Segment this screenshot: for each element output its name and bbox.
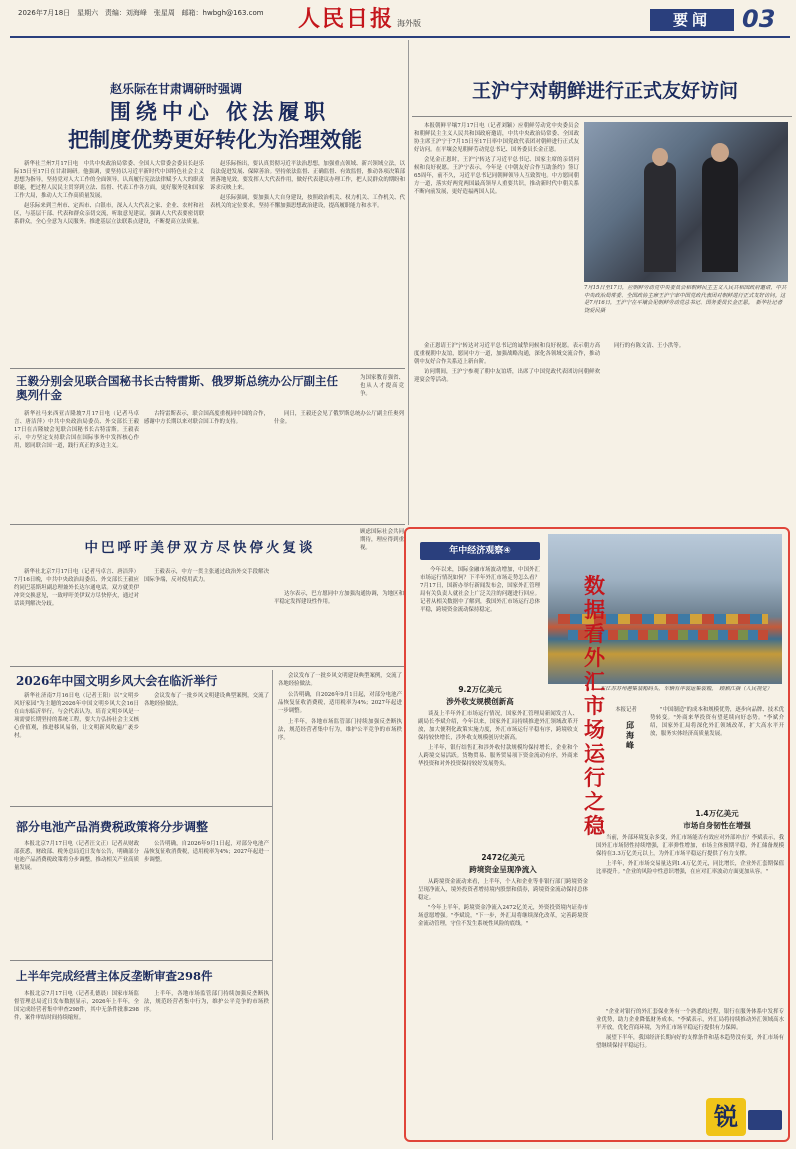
a2-body-bottom-left bbox=[414, 342, 600, 522]
a2-para: 金正恩请王沪宁转达对习近平总书记的诚挚问候和良好祝愿。表示朝方高度重视朝中友谊，愿同中方一道，加强战略沟通，深化各领域交流合作，推动朝中友好合作关系迈上新台阶。 bbox=[414, 343, 600, 365]
section-label: 要闻 bbox=[650, 9, 734, 31]
a6-col1 bbox=[14, 840, 139, 952]
feature-col-b-bottom bbox=[596, 1008, 784, 1098]
feature-para: "企业对银行的外汇套保业务有一个熟悉的过程，银行在服务体系中发挥专业优势，助力企业降低财务成本。"李斌表示，外汇局将持续推动外汇领域高水平开放，优化营商环境，为外汇市场平稳运行提供有力保障。 bbox=[596, 1009, 784, 1031]
head bbox=[711, 143, 729, 162]
a2-body-bottom-right bbox=[604, 342, 790, 522]
a1-body-left bbox=[14, 160, 204, 365]
person-left-silhouette bbox=[644, 162, 676, 272]
a7-para-cont: 上半年，各地市场监管部门持续加强反垄断执法，规范经营者集中行为，维护公平竞争的市场秩序。 bbox=[278, 719, 402, 741]
feature-col-b-top bbox=[650, 706, 784, 806]
feature-para: 上半年，银行结售汇和涉外收付款规模均保持增长，企业和个人跨境交易活跃。货物贸易、服务贸易项下资金流动有序，外商来华投资和对外投资保持较好发展势头。 bbox=[418, 745, 578, 767]
feature-series-badge: 年中经济观察④ bbox=[420, 542, 540, 560]
feature-para: 展望下半年，我国经济长期向好的支撑条件和基本趋势没有变，外汇市场有望继续保持平稳运行。 bbox=[596, 1035, 784, 1049]
divider bbox=[412, 116, 792, 117]
column-divider bbox=[408, 40, 409, 525]
a2-title: 王沪宁对朝鲜进行正式友好访问 bbox=[471, 80, 738, 102]
a5-para: 会议发布了一批乡风文明建设典型案例，交流了各地经验做法。 bbox=[144, 693, 269, 707]
a5-col2 bbox=[144, 692, 269, 802]
a1-title-2: 把制度优势更好转化为治理效能 bbox=[68, 127, 362, 152]
issue-date: 2026年7月18日 星期六 bbox=[18, 9, 99, 17]
feature-para: 从跨境资金流动来看，上半年，个人和企业等非银行部门跨境资金呈现净流入，境外投资者增持境内股票和债券，跨境资金流动保持总体稳定。 bbox=[418, 879, 588, 901]
a7-col1 bbox=[14, 990, 139, 1138]
a6-para-cont: 公告明确，自2026年9月1日起，对部分电池产品恢复征收消费税，适用税率为4%；2027年起进一步调整。 bbox=[278, 692, 402, 714]
stamp-tail-decoration bbox=[748, 1110, 782, 1130]
a2-photo bbox=[584, 122, 788, 282]
divider bbox=[10, 368, 405, 369]
a2-para: 访问期间，王沪宁参观了朝中友谊塔，出席了中国党政代表团访问朝鲜欢迎宴会等活动。 bbox=[414, 369, 600, 383]
feature-subhead-3-value: 2472亿美元 bbox=[481, 853, 525, 862]
sharp-column-stamp-icon: 锐 bbox=[706, 1098, 746, 1136]
column-divider bbox=[272, 670, 273, 1140]
feature-para: "中国制造"的成本和规模优势，逐步向品牌、技术优势转变。"外商来华投资有望延续向好态势。"李斌介绍，国家外汇局将深化外汇领域改革，扩大高水平开放，服务实体经济高质量发展。 bbox=[650, 707, 784, 737]
newspaper-logo bbox=[298, 2, 421, 33]
a5-para: 新华社济南7月16日电（记者王阳）以"文明乡风好家园"为主题的2026年中国文明乡风大会16日在山东临沂举行。与会代表认为，培育文明乡风是一项需要长期坚持的系统工程，要大力弘扬社会主义核心价值观，推进移风易俗，让文明新风吹遍广袤乡村。 bbox=[14, 693, 139, 739]
a3-col3 bbox=[274, 410, 404, 520]
a1-kicker: 赵乐际在甘肃调研时强调 bbox=[110, 82, 243, 96]
a2-para: 本报朝鲜平壤7月17日电（记者刘颖）应朝鲜劳动党中央委员会和朝鲜民主主义人民共和国政府邀请，中共中央政治局常委、全国政协主席王沪宁于7月15日至17日率中国党政代表团对朝鲜进行正式友好访问。在平壤会见朝鲜劳动党总书记、国务委员长金正恩。 bbox=[414, 123, 579, 153]
a1-title-1: 围绕中心 依法履职 bbox=[109, 99, 331, 124]
a3-col1 bbox=[14, 410, 139, 520]
a3-title: 王毅分别会见联合国秘书长古特雷斯、俄罗斯总统办公厅副主任奥列什金 bbox=[16, 374, 338, 402]
a4-col2 bbox=[144, 568, 269, 663]
feature-col-b-mid bbox=[596, 834, 784, 1004]
a6-col2 bbox=[144, 840, 269, 952]
a3-col2 bbox=[144, 410, 269, 520]
a1-para: 新华社兰州7月17日电 中共中央政治局常委、全国人大常委会委员长赵乐际15日至17日在甘肃调研。他强调，要坚持以习近平新时代中国特色社会主义思想为指导，坚持党对人大工作的全面领导，认真履行宪法法律赋予人大的职责职能，把过程人民民主贯穿到立法、监督、代表工作各方面，更好服务党和国家工作大局，推动人大工作高质量发展。 bbox=[14, 161, 204, 199]
a5-title: 2026年中国文明乡风大会在临沂举行 bbox=[16, 674, 218, 688]
editors: 责编：刘海峰 张星周 bbox=[104, 9, 175, 17]
feature-subhead-2-value: 1.4万亿美元 bbox=[695, 809, 739, 818]
a6-para: 公告明确，自2026年9月1日起，对部分电池产品恢复征收消费税，适用税率为4%；2027年起进一步调整。 bbox=[144, 841, 269, 863]
feature-para: 谈及上半年外汇市场运行情况，国家外汇管理局新闻发言人、副局长李斌介绍，今年以来，国家外汇局持续推进外汇领域改革开放，加大便利化政策实施力度，外汇市场运行平稳有序，跨境收支保持较快增长，涉外收支规模创历史新高。 bbox=[418, 711, 578, 741]
a5-para-cont: 会议发布了一批乡风文明建设典型案例，交流了各地经验做法。 bbox=[278, 673, 402, 687]
feature-subhead-2: 市场自身韧性在增强 bbox=[683, 821, 751, 830]
a3-para: 新华社马来西亚吉隆坡7月17日电（记者马卓言、唐洁萍）中共中央政治局委员、外交部长王毅17日在吉隆坡会见联合国秘书长古特雷斯。王毅表示，中方坚定支持联合国在国际事务中发挥核心作用，愿同联合国一道，践行真正的多边主义。 bbox=[14, 411, 139, 449]
a2-body-top bbox=[414, 122, 579, 337]
a4-side-note: 顾虑国际社会共同期待，理应得到重视。 bbox=[360, 529, 404, 551]
email: 邮箱：hwbgh@163.com bbox=[181, 9, 264, 17]
divider bbox=[10, 806, 272, 807]
a4-col3 bbox=[274, 590, 404, 663]
feature-lead bbox=[420, 566, 540, 676]
page-number: 03 bbox=[742, 5, 776, 33]
a4-col1 bbox=[14, 568, 139, 663]
a3-para: 古特雷斯表示，联合国高度重视同中国的合作，感谢中方长期以来对联合国工作的支持。 bbox=[144, 411, 269, 425]
a7-para: 上半年，各地市场监管部门持续加强反垄断执法，规范经营者集中行为，维护公平竞争的市场秩序。 bbox=[144, 991, 269, 1013]
person-right-silhouette bbox=[702, 157, 738, 272]
feature-para: 上半年，外汇市场交易量达到1.4万亿美元，同比增长，企业外汇套期保值比率提升。"企业的风险中性意识增强，在应对汇率波动方面更加从容。" bbox=[596, 861, 784, 875]
divider bbox=[10, 666, 405, 667]
a2-para: 同行的有陈文清、王小洪等。 bbox=[614, 343, 685, 349]
a4-para: 王毅表示，中方一贯主张通过政治外交手段解决国际争端，反对使用武力。 bbox=[144, 569, 269, 583]
a4-para: 达尔表示，巴方愿同中方加强沟通协调，为地区和平稳定发挥建设性作用。 bbox=[274, 591, 404, 605]
head bbox=[652, 148, 668, 166]
a7-para: 本报北京7月17日电（记者孔德晨）国家市场监督管理总局近日发布数据显示，2026年上半年，全国完成经营者集中审查298件，其中无条件批准298件，案件审结时间持续缩短。 bbox=[14, 991, 139, 1021]
a1-para: 赵乐际指出，要认真贯彻习近平法治思想，加强重点领域、新兴领域立法，以良法促进发展、保障善治。坚持依法监督、正确监督、有效监督，推动各项决策部署落地见效。要发挥人大代表作用，做好代表建议办理工作，把人民群众的期盼和诉求反映上来。 bbox=[210, 161, 405, 191]
a7-title: 上半年完成经营主体反垄断审查298件 bbox=[16, 969, 213, 983]
a6-para: 本报北京7月17日电（记者汪文正）记者从财政部获悉，财政部、税务总局近日发布公告，明确部分电池产品消费税政策将分步调整，推动相关产业高质量发展。 bbox=[14, 841, 139, 871]
feature-col-a-bottom bbox=[418, 878, 588, 1136]
feature-photo-caption: 在江苏苏州港集装箱码头，车辆有序装运集装箱。 顾颖江摄（人民视觉） bbox=[600, 686, 773, 692]
divider bbox=[10, 524, 405, 525]
feature-byline-name: 邱海峰 bbox=[626, 720, 634, 750]
a4-title: 中巴呼吁美伊双方尽快停火复谈 bbox=[84, 540, 316, 556]
feature-title-vertical: 数据看外汇市场运行之稳 bbox=[584, 573, 605, 838]
divider bbox=[10, 960, 272, 961]
a3-side-note: 为国家教育强省、也从人才提高竞争。 bbox=[360, 375, 404, 397]
a4-para: 新华社北京7月17日电（记者马卓言、唐洁萍）7月16日晚，中共中央政治局委员、外交部长王毅应约同巴基斯坦副总理兼外长达尔通电话。双方就美伊冲突交换意见，一致呼吁美伊双方尽快停火，通过对话谈判解决分歧。 bbox=[14, 569, 139, 607]
feature-para: 当前，外部环境复杂多变，外汇市场能否有效应对外部冲击？李斌表示，我国外汇市场韧性持续增强，汇率弹性增加，市场主体预期平稳，外汇储备规模保持在3.3万亿美元以上，为外汇市场平稳运行提供了有力支撑。 bbox=[596, 835, 784, 857]
a6-title: 部分电池产品消费税政策将分步调整 bbox=[16, 820, 209, 834]
feature-para: 今年以来，国际金融市场波动增加，中国外汇市场运行情况如何？下半年外汇市场走势怎么看？7月17日，国新办举行新闻发布会，国家外汇管理局有关负责人就社会上广泛关注的问题进行回应。记者从相关数据中了解到，我国外汇市场运行总体平稳，跨境资金流动保持稳定。 bbox=[420, 567, 540, 613]
feature-col-a bbox=[418, 710, 578, 848]
a1-para: 赵乐际来到兰州市、定西市、白银市，深入人大代表之家、企业、农村和社区，与基层干部、代表和群众亲切交流，听取意见建议。强调人大代表要密切联系群众，全心全意为人民服务。推进基层立法联系点建设，不断提高立法质量。 bbox=[14, 203, 204, 225]
feature-subhead-1-value: 9.2万亿美元 bbox=[458, 685, 502, 694]
a5-col1 bbox=[14, 692, 139, 802]
a1-body-right bbox=[210, 160, 405, 365]
edition-label: 海外版 bbox=[397, 19, 422, 28]
continued-text-column bbox=[278, 672, 402, 1138]
a7-col2 bbox=[144, 990, 269, 1138]
a2-photo-caption: 7月15日至17日，应朝鲜劳动党中央委员会和朝鲜民主主义人民共和国政府邀请，中共中央政治局常委、全国政协主席王沪宁率中国党政代表团对朝鲜进行正式友好访问。这是7月16日，王沪宁在平壤会见朝鲜劳动党总书记、国务委员长金正恩。 新华社记者 饶爱民摄 bbox=[584, 285, 788, 314]
feature-subhead-1: 涉外收支规模创新高 bbox=[446, 697, 514, 706]
masthead-meta bbox=[18, 8, 264, 18]
logo-text: 人民日报 bbox=[298, 6, 395, 32]
a1-para: 赵乐际强调，要加强人大自身建设，按照政治机关、权力机关、工作机关、代表机关的定位要求，坚持不懈加强思想政治建设，提高履职能力和水平。 bbox=[210, 195, 405, 209]
a2-para: 会见金正恩时，王沪宁转达了习近平总书记、国家主席的亲切问候和良好祝愿。王沪宁表示，今年是《中朝友好合作互助条约》签订65周年，前不久，习近平总书记同朝鲜领导人互致贺电。中方愿同朝方一道，落实好两党两国最高领导人重要共识，推动新时代中朝关系不断向前发展，更好造福两国人民。 bbox=[414, 157, 579, 195]
masthead-rule bbox=[10, 36, 790, 38]
feature-para: "今年上半年，跨境资金净流入2472亿美元，外资投资境内证券市场意愿增强。"李斌说，"下一步，外汇局将继续深化改革，完善跨境资金流动管理，守住不发生系统性风险的底线。" bbox=[418, 905, 588, 927]
feature-subhead-3: 跨境资金呈现净流入 bbox=[469, 865, 537, 874]
feature-byline-label: 本报记者 bbox=[615, 707, 637, 713]
a3-para: 同日，王毅还会见了俄罗斯总统办公厅副主任奥列什金。 bbox=[274, 411, 404, 425]
